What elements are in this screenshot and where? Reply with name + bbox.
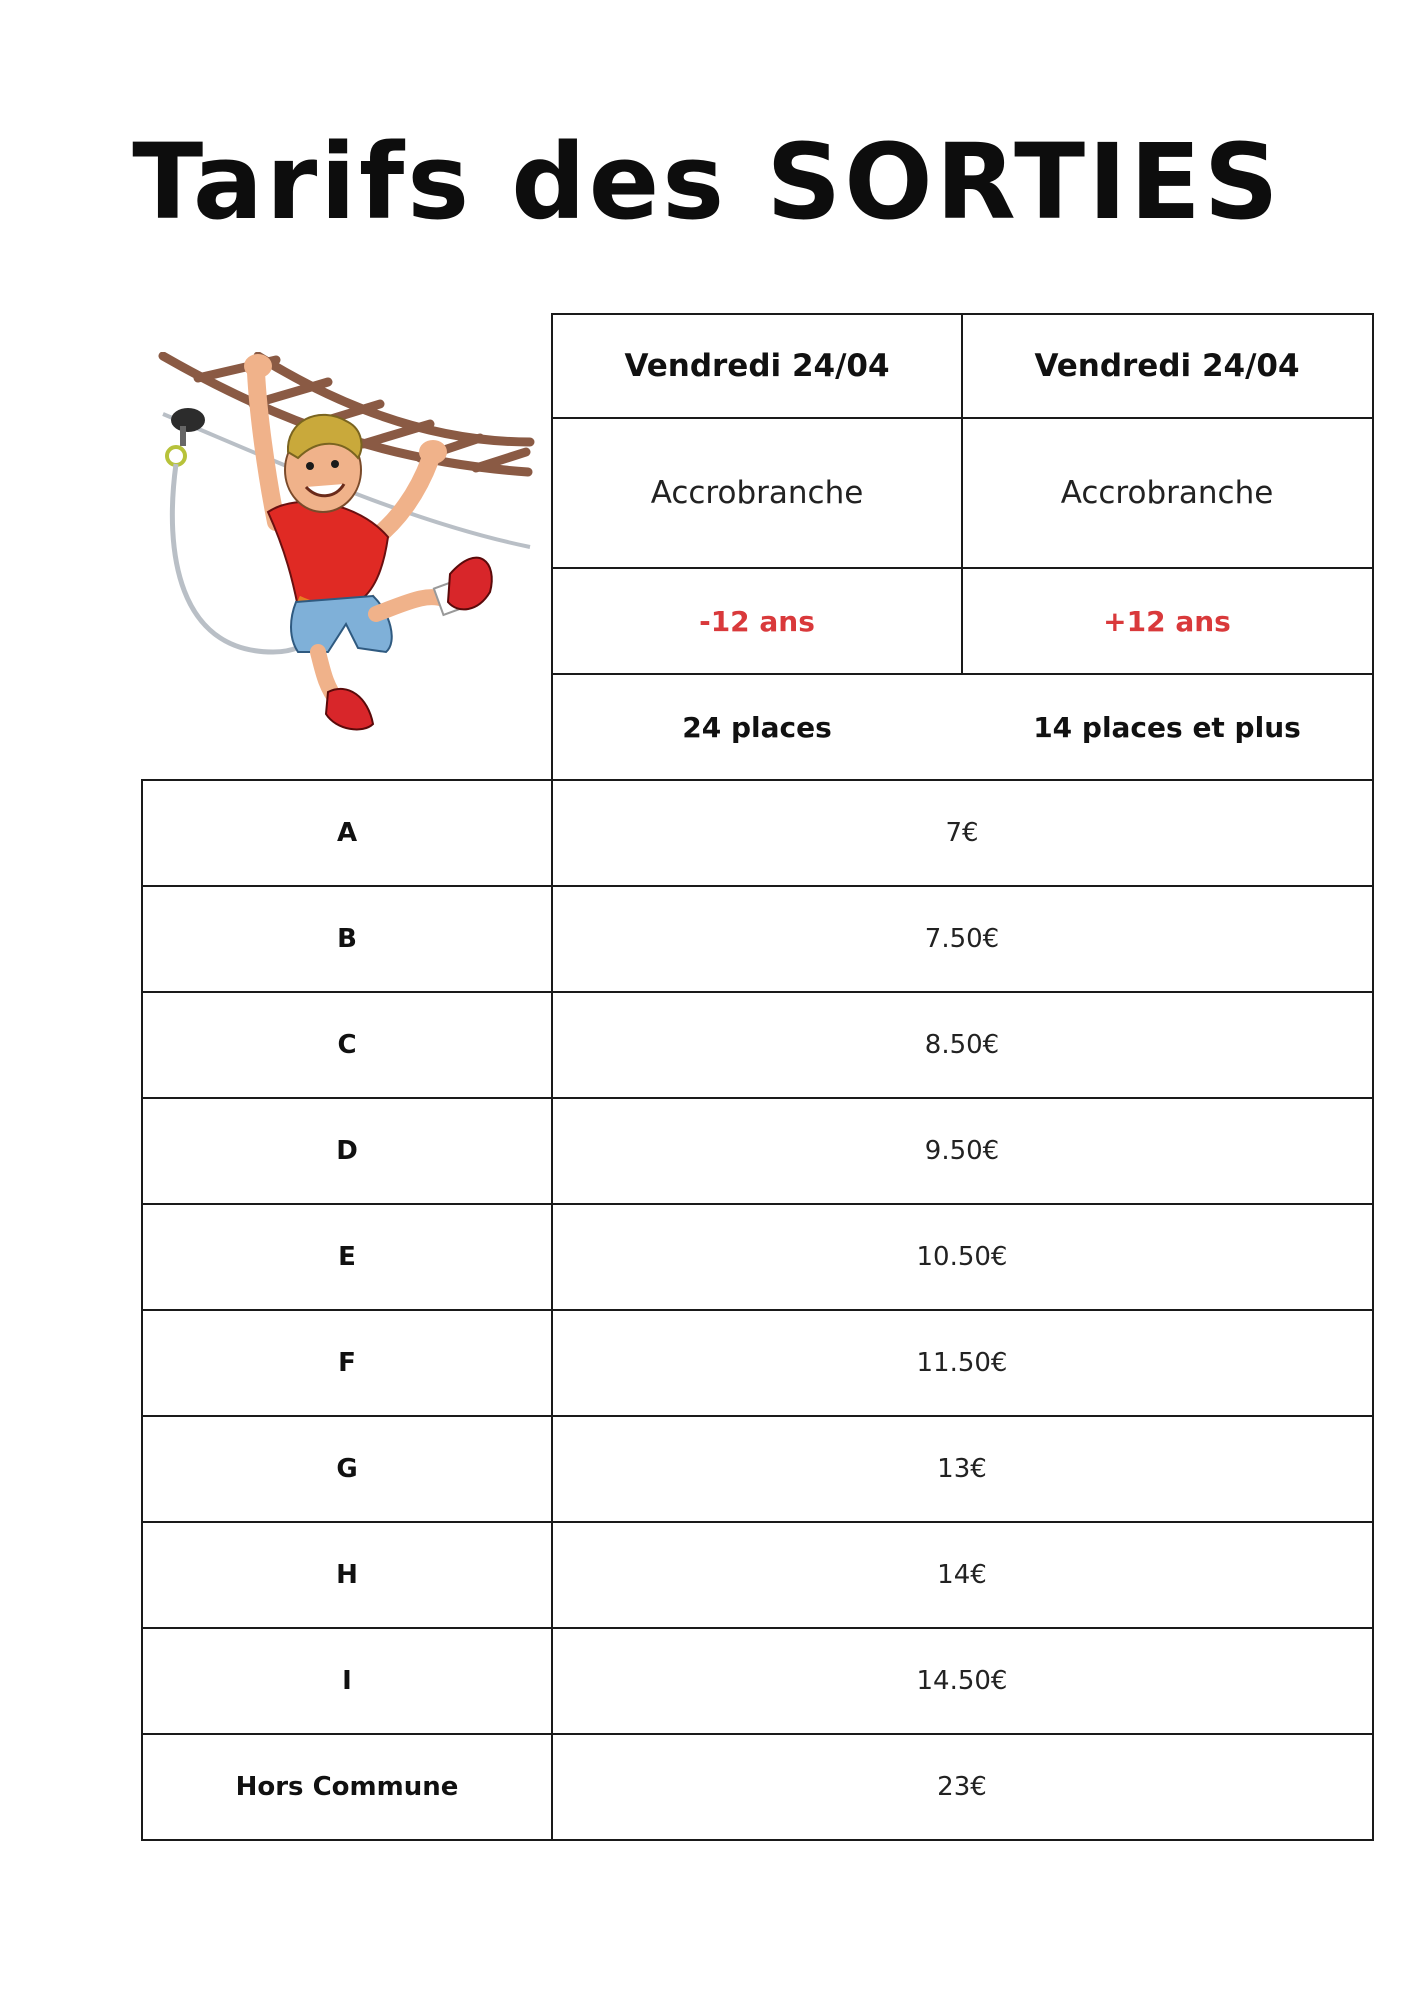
header-activity-1: Accrobranche (650, 475, 864, 511)
divider (141, 1203, 1374, 1205)
row-price-i: 14.50€ (916, 1666, 1008, 1696)
row-price-b: 7.50€ (924, 924, 1000, 954)
divider (141, 1309, 1374, 1311)
divider (141, 779, 1374, 781)
header-age-2: +12 ans (1103, 604, 1231, 638)
header-activity-2: Accrobranche (1060, 475, 1274, 511)
divider (552, 673, 1374, 675)
header-places-2: 14 places et plus (1033, 710, 1301, 744)
divider (141, 885, 1374, 887)
row-label-d: D (336, 1136, 358, 1166)
divider (552, 567, 1374, 569)
divider (961, 313, 963, 675)
divider (141, 1097, 1374, 1099)
divider (552, 417, 1374, 419)
divider (141, 1521, 1374, 1523)
row-price-c: 8.50€ (924, 1030, 1000, 1060)
row-price-h: 14€ (937, 1560, 987, 1590)
header-age-1: -12 ans (699, 604, 815, 638)
row-label-a: A (336, 818, 358, 848)
row-label-e: E (338, 1242, 356, 1272)
row-label-b: B (337, 924, 357, 954)
divider (552, 313, 1374, 315)
divider (551, 313, 553, 1841)
row-label-h: H (336, 1560, 358, 1590)
row-label-f: F (338, 1348, 356, 1378)
row-price-d: 9.50€ (924, 1136, 1000, 1166)
row-price-hors-commune: 23€ (937, 1772, 987, 1802)
row-label-g: G (336, 1454, 358, 1484)
divider (141, 1627, 1374, 1629)
row-price-e: 10.50€ (916, 1242, 1008, 1272)
row-price-g: 13€ (937, 1454, 987, 1484)
header-date-2: Vendredi 24/04 (1034, 348, 1300, 384)
divider (141, 991, 1374, 993)
divider (141, 1415, 1374, 1417)
divider (141, 779, 143, 1841)
divider (141, 1733, 1374, 1735)
row-label-c: C (337, 1030, 357, 1060)
row-label-hors-commune: Hors Commune (235, 1772, 459, 1802)
row-price-a: 7€ (945, 818, 979, 848)
header-places-1: 24 places (682, 710, 832, 744)
header-date-1: Vendredi 24/04 (624, 348, 890, 384)
row-label-i: I (342, 1666, 352, 1696)
row-price-f: 11.50€ (916, 1348, 1008, 1378)
divider (1372, 313, 1374, 1841)
page-title: Tarifs des SORTIES (132, 121, 1282, 243)
divider (141, 1839, 1374, 1841)
